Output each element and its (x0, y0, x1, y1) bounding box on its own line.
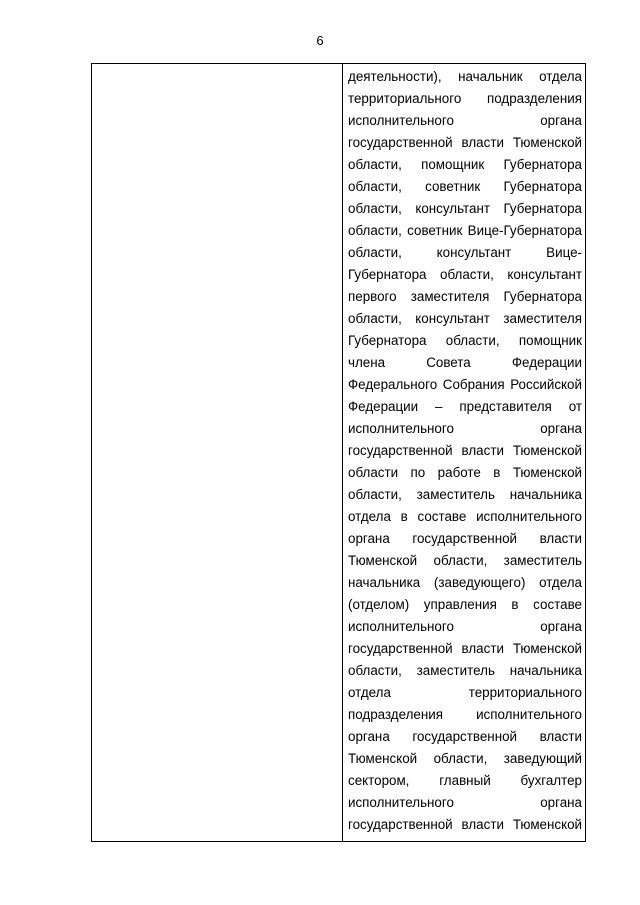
text-line: государственной власти Тюменской (348, 641, 582, 656)
text-line: первого заместителя Губернатора (348, 289, 582, 304)
text-line: государственной власти Тюменской (348, 443, 582, 458)
page-number: 6 (316, 33, 324, 48)
text-line: подразделения исполнительного (348, 707, 582, 722)
text-line: области, консультант заместителя (348, 311, 582, 326)
text-line: области, советник Вице-Губернатора (348, 223, 582, 238)
text-line: отдела в составе исполнительного (348, 509, 582, 524)
text-line: исполнительного органа (348, 421, 582, 436)
text-line: области, советник Губернатора (348, 179, 582, 194)
text-line: области, заместитель начальника (348, 487, 582, 502)
text-line: сектором, главный бухгалтер (348, 773, 582, 788)
text-line: области, консультант Губернатора (348, 201, 582, 216)
text-line: исполнительного органа (348, 795, 582, 810)
text-line: органа государственной власти (348, 729, 582, 744)
table-right-cell (348, 64, 582, 837)
text-line: исполнительного органа (348, 113, 582, 128)
table-left-cell (92, 64, 342, 841)
text-line: государственной власти Тюменской (348, 817, 582, 832)
column-divider (342, 64, 343, 841)
text-line: государственной власти Тюменской (348, 135, 582, 150)
text-line: Губернатора области, помощник (348, 333, 582, 348)
text-line: территориального подразделения (348, 91, 582, 106)
text-line: Тюменской области, заведующий (348, 751, 582, 766)
text-line: области, консультант Вице- (348, 245, 582, 260)
text-line: исполнительного органа (348, 619, 582, 634)
document-table (91, 63, 586, 842)
text-line: отдела территориального (348, 685, 582, 700)
text-line: области по работе в Тюменской (348, 465, 582, 480)
text-line: Тюменской области, заместитель (348, 553, 582, 568)
text-line: Федерального Собрания Российской (348, 377, 582, 392)
text-line: Федерации – представителя от (348, 399, 582, 414)
text-line: начальника (заведующего) отдела (348, 575, 582, 590)
text-line: Губернатора области, консультант (348, 267, 582, 282)
text-line: члена Совета Федерации (348, 355, 582, 370)
text-line: органа государственной власти (348, 531, 582, 546)
text-line: деятельности), начальник отдела (348, 69, 582, 84)
text-line: области, заместитель начальника (348, 663, 582, 678)
text-line: области, помощник Губернатора (348, 157, 582, 172)
text-line: (отделом) управления в составе (348, 597, 582, 612)
